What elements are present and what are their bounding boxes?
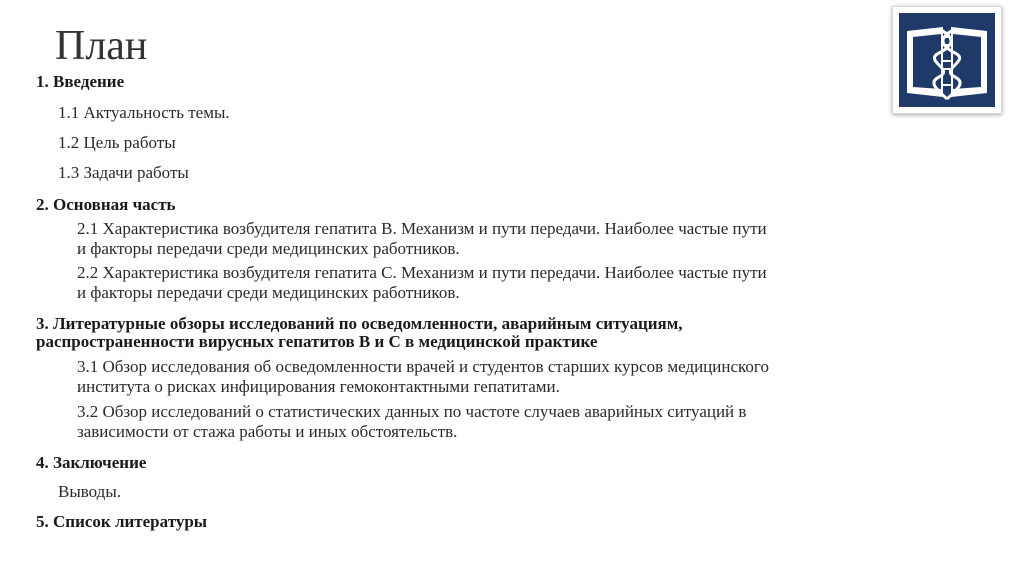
section-main-part: 2. Основная часть — [36, 195, 176, 214]
subitem-statistics-line2: зависимости от стажа работы и иных обстоятельств. — [77, 422, 458, 441]
subitem-hepatitis-b-line2: и факторы передачи среди медицинских работников. — [77, 239, 460, 258]
subitem-statistics-line1: 3.2 Обзор исследований о статистических данных по частоте случаев аварийных ситуаций в — [77, 402, 747, 421]
subitem-awareness-line1: 3.1 Обзор исследования об осведомленности врачей и студентов старших курсов медицинского — [77, 357, 769, 376]
section-introduction: 1. Введение — [36, 72, 125, 91]
section-literature-reviews-line2: распространенности вирусных гепатитов В и С в медицинской практике — [36, 332, 598, 351]
item-tasks: 1.3 Задачи работы — [58, 163, 189, 182]
section-conclusion: 4. Заключение — [36, 453, 147, 472]
subitem-hepatitis-c-line2: и факторы передачи среди медицинских работников. — [77, 283, 460, 302]
subitem-hepatitis-b-line1: 2.1 Характеристика возбудителя гепатита В. Механизм и пути передачи. Наиболее частые пути — [77, 219, 767, 238]
subitem-awareness-line2: института о рисках инфицирования гемоконтактными гепатитами. — [77, 377, 560, 396]
item-findings: Выводы. — [58, 482, 122, 501]
section-references: 5. Список литературы — [36, 512, 208, 531]
item-relevance: 1.1 Актуальность темы. — [58, 103, 230, 122]
subitem-hepatitis-c-line1: 2.2 Характеристика возбудителя гепатита С. Механизм и пути передачи. Наиболее частые пути — [77, 263, 767, 282]
item-goal: 1.2 Цель работы — [58, 133, 176, 152]
slide-title: План — [55, 23, 148, 69]
section-literature-reviews-line1: 3. Литературные обзоры исследований по осведомленности, аварийным ситуациям, — [36, 314, 683, 333]
